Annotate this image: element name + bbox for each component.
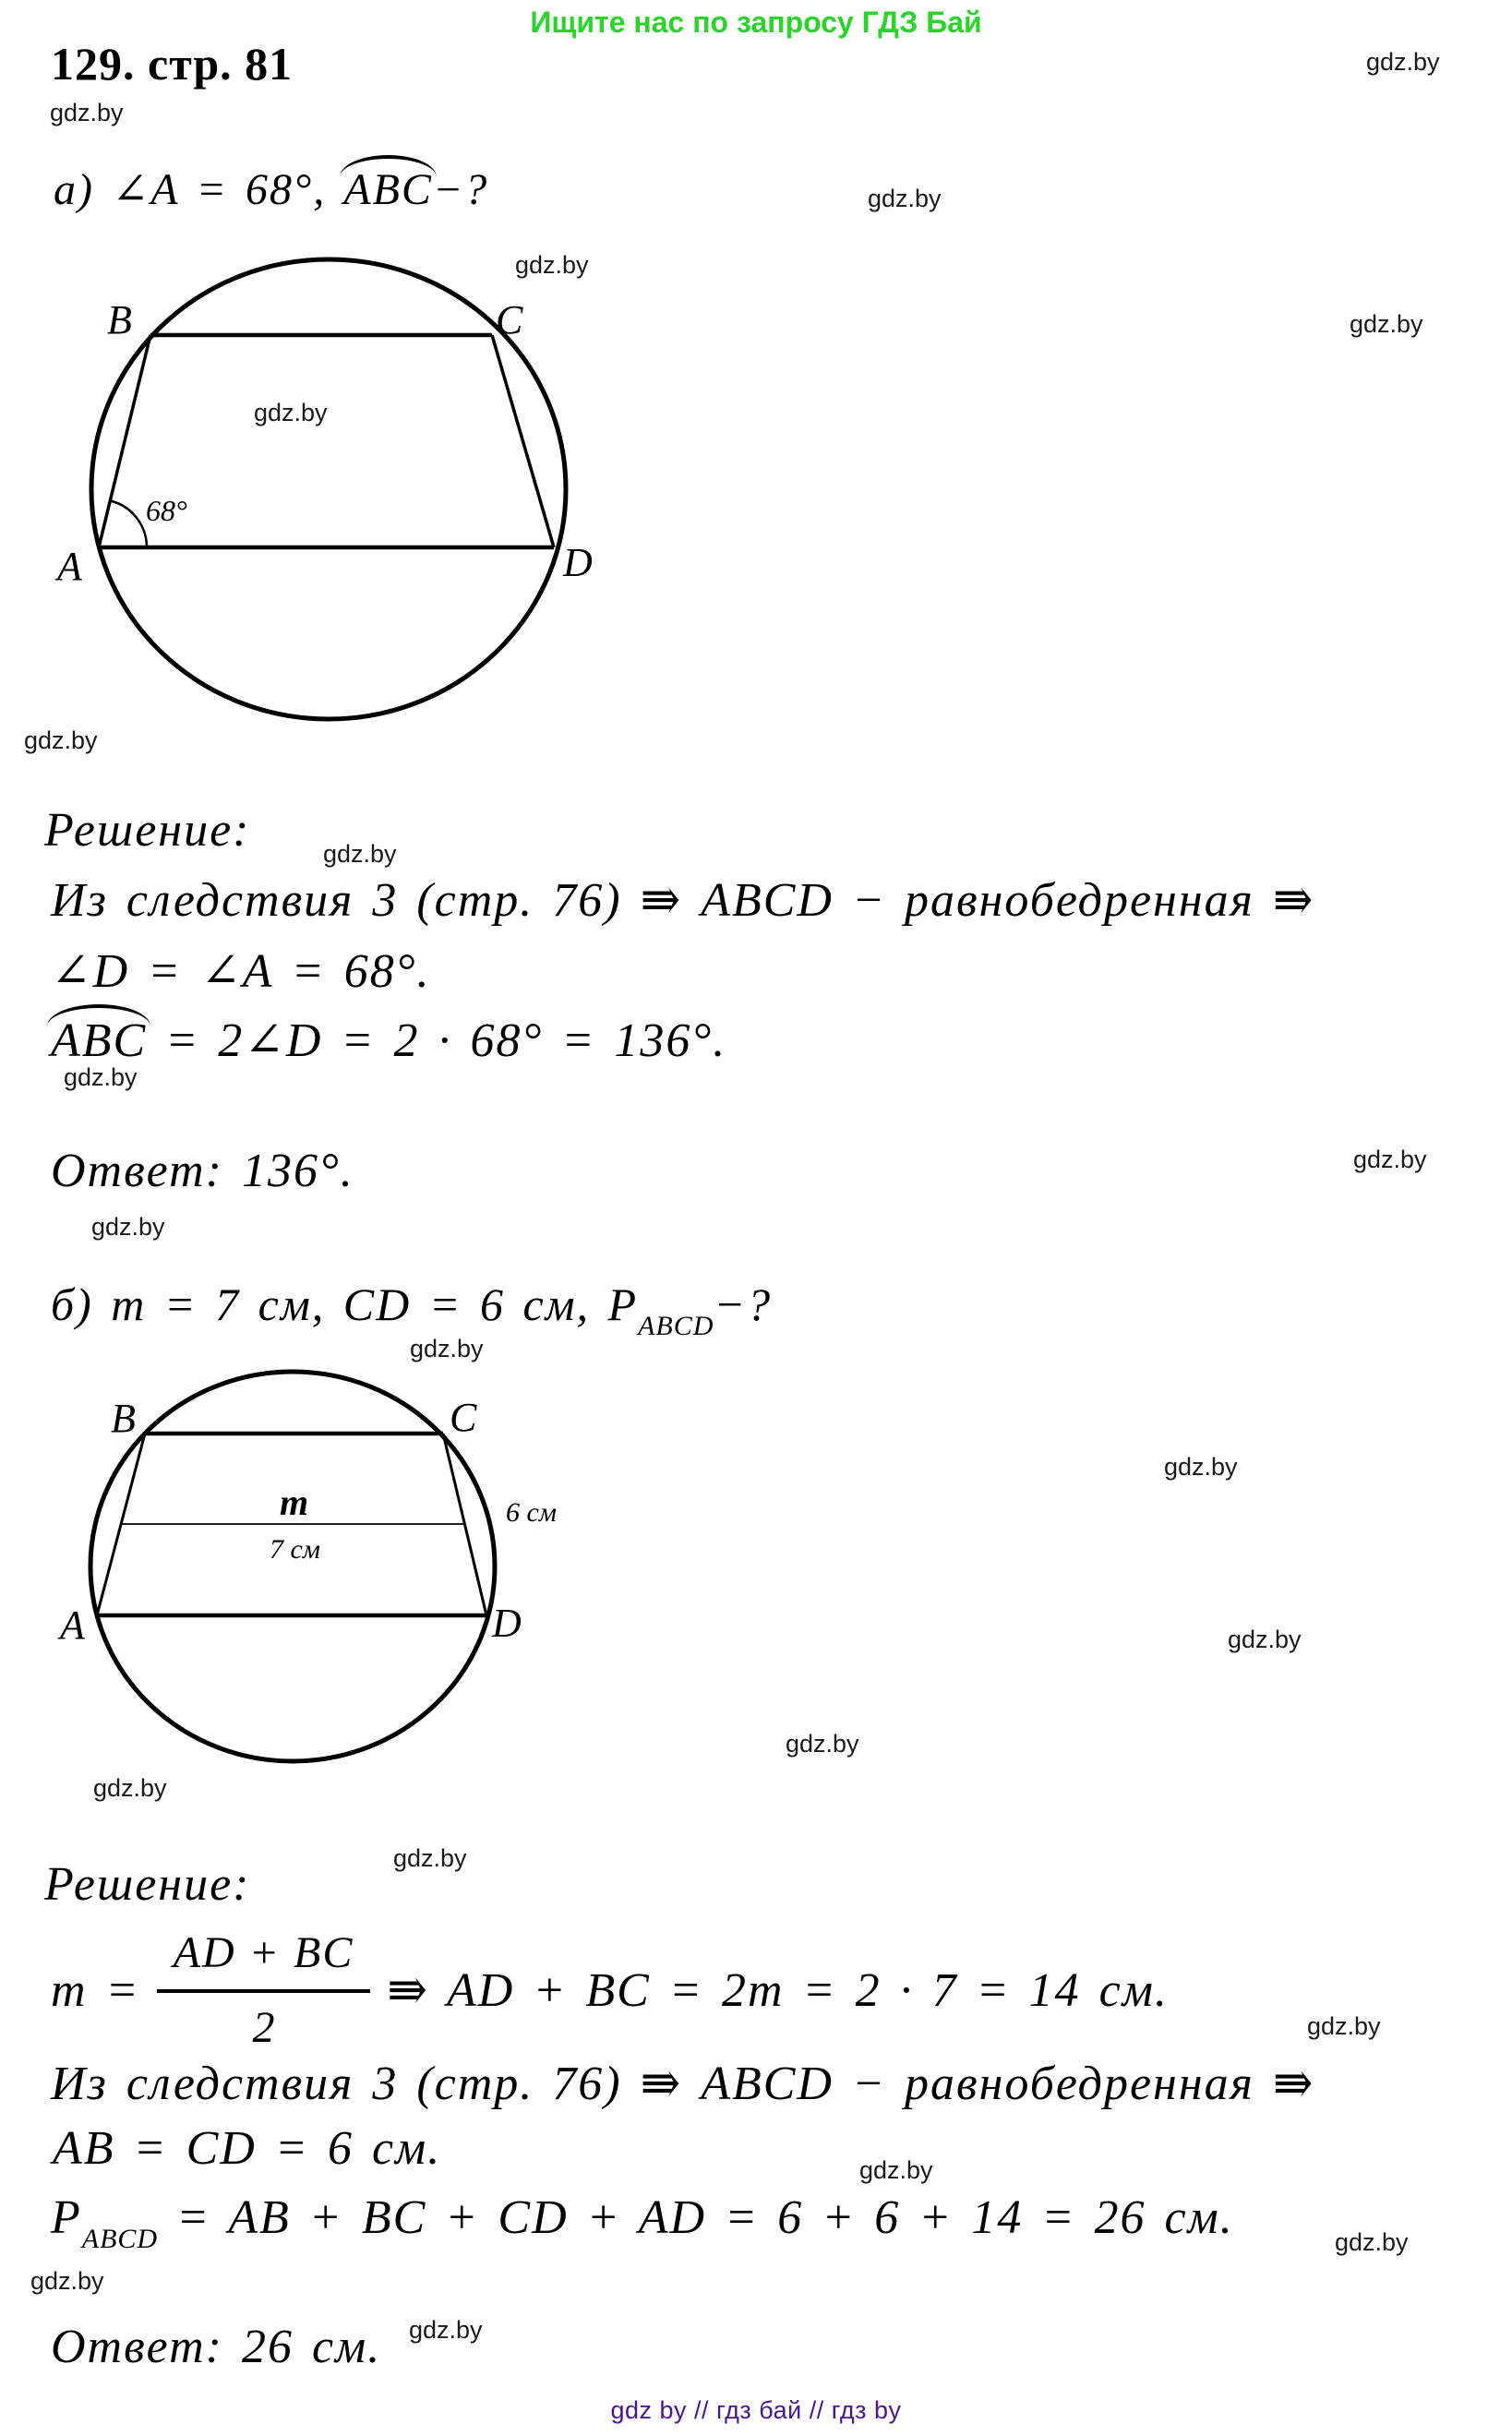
leg-cd-a — [492, 335, 554, 547]
answer-a: Ответ: 136°. — [51, 1145, 354, 1197]
midline-value-label: 7 см — [270, 1534, 320, 1565]
promo-header: Ищите нас по запросу ГДЗ Бай — [530, 6, 982, 39]
fraction — [157, 1927, 371, 2053]
part-b-heading-suffix: −? — [714, 1278, 773, 1330]
watermark-gdz: gdz.by — [91, 1213, 165, 1241]
watermark-gdz: gdz.by — [30, 2267, 104, 2295]
solution-label-a: Решение: — [44, 804, 251, 857]
fraction-denominator: 2 — [252, 2003, 275, 2052]
arc-over-abc: ABC — [343, 165, 433, 214]
solution-b-line2: Из следствия 3 (стр. 76) ⇛ ABCD − равнобедренная ⇛ — [51, 2058, 1315, 2110]
solution-a-line3-rest: = 2∠D = 2 · 68° = 136°. — [147, 1014, 727, 1067]
watermark-gdz: gdz.by — [393, 1844, 467, 1872]
angle-arc-a — [111, 501, 147, 548]
circle-a — [91, 259, 566, 719]
side-value-label: 6 см — [506, 1497, 557, 1528]
part-a-heading-prefix: а) ∠A = 68°, — [54, 165, 344, 214]
solution-b-line4-rest: = AB + BC + CD + AD = 6 + 6 + 14 = 26 см. — [158, 2191, 1234, 2244]
watermark-gdz: gdz.by — [323, 840, 397, 868]
leg-ab-a — [99, 335, 150, 547]
watermark-gdz: gdz.by — [1335, 2228, 1409, 2256]
watermark-gdz: gdz.by — [254, 399, 328, 426]
watermark-gdz: gdz.by — [50, 99, 124, 126]
watermark-gdz: gdz.by — [24, 726, 98, 754]
watermark-gdz: gdz.by — [786, 1730, 859, 1758]
solution-b-line4 — [51, 2191, 1234, 2254]
vertex-label-c2: C — [450, 1395, 477, 1440]
vertex-label-b2: B — [111, 1396, 136, 1441]
solution-a-line3 — [51, 1014, 727, 1067]
vertex-label-d2: D — [492, 1601, 522, 1646]
watermark-gdz: gdz.by — [1366, 48, 1440, 76]
part-b-heading-sub: ABCD — [638, 1311, 714, 1341]
part-b-heading — [51, 1278, 773, 1341]
midline-formula — [51, 1927, 1169, 2053]
fraction-numerator: AD + BC — [157, 1927, 371, 1993]
solution-a-line1: Из следствия 3 (стр. 76) ⇛ ABCD − равнобедренная ⇛ — [51, 874, 1315, 927]
vertex-label-a: A — [57, 544, 82, 589]
part-a-heading-suffix: −? — [432, 165, 489, 214]
watermark-gdz: gdz.by — [409, 2316, 483, 2344]
watermark-gdz: gdz.by — [410, 1335, 484, 1362]
vertex-label-b: B — [107, 297, 132, 342]
watermark-gdz: gdz.by — [515, 251, 589, 279]
watermark-gdz: gdz.by — [64, 1063, 138, 1091]
page-title: 129. стр. 81 — [51, 38, 294, 90]
watermark-gdz: gdz.by — [1350, 310, 1423, 338]
angle-value-label: 68° — [146, 494, 187, 527]
solution-b-line3: AB = CD = 6 см. — [53, 2122, 442, 2175]
watermark-gdz: gdz.by — [1164, 1453, 1238, 1481]
perimeter-sub: ABCD — [81, 2224, 159, 2254]
watermark-gdz: gdz.by — [859, 2156, 933, 2184]
answer-b: Ответ: 26 см. — [51, 2321, 382, 2373]
solution-label-b: Решение: — [44, 1858, 251, 1911]
vertex-label-a2: A — [60, 1602, 85, 1648]
watermark-gdz: gdz.by — [93, 1774, 167, 1802]
perimeter-symbol: P — [51, 2191, 82, 2244]
circle-b — [90, 1372, 495, 1761]
part-a-heading — [54, 165, 489, 214]
circle-diagram-a — [55, 247, 609, 727]
circle-diagram-b — [55, 1348, 609, 1782]
vertex-label-c: C — [496, 297, 523, 342]
watermark-gdz: gdz.by — [1353, 1146, 1427, 1173]
vertex-label-d: D — [563, 540, 593, 585]
formula-lhs: m = — [51, 1963, 140, 2017]
solution-a-line2: ∠D = ∠A = 68°. — [51, 945, 431, 998]
watermark-gdz: gdz.by — [1307, 2012, 1381, 2040]
midline-label: m — [280, 1482, 309, 1523]
part-b-heading-prefix: б) m = 7 см, CD = 6 см, P — [51, 1278, 639, 1330]
formula-rhs: ⇛ AD + BC = 2m = 2 · 7 = 14 см. — [387, 1964, 1169, 2017]
footer-search-hint: gdz by // гдз бай // гдз by — [610, 2396, 902, 2424]
watermark-gdz: gdz.by — [1228, 1626, 1302, 1653]
watermark-gdz: gdz.by — [868, 185, 942, 212]
arc-over-abc-2: ABC — [51, 1014, 148, 1067]
